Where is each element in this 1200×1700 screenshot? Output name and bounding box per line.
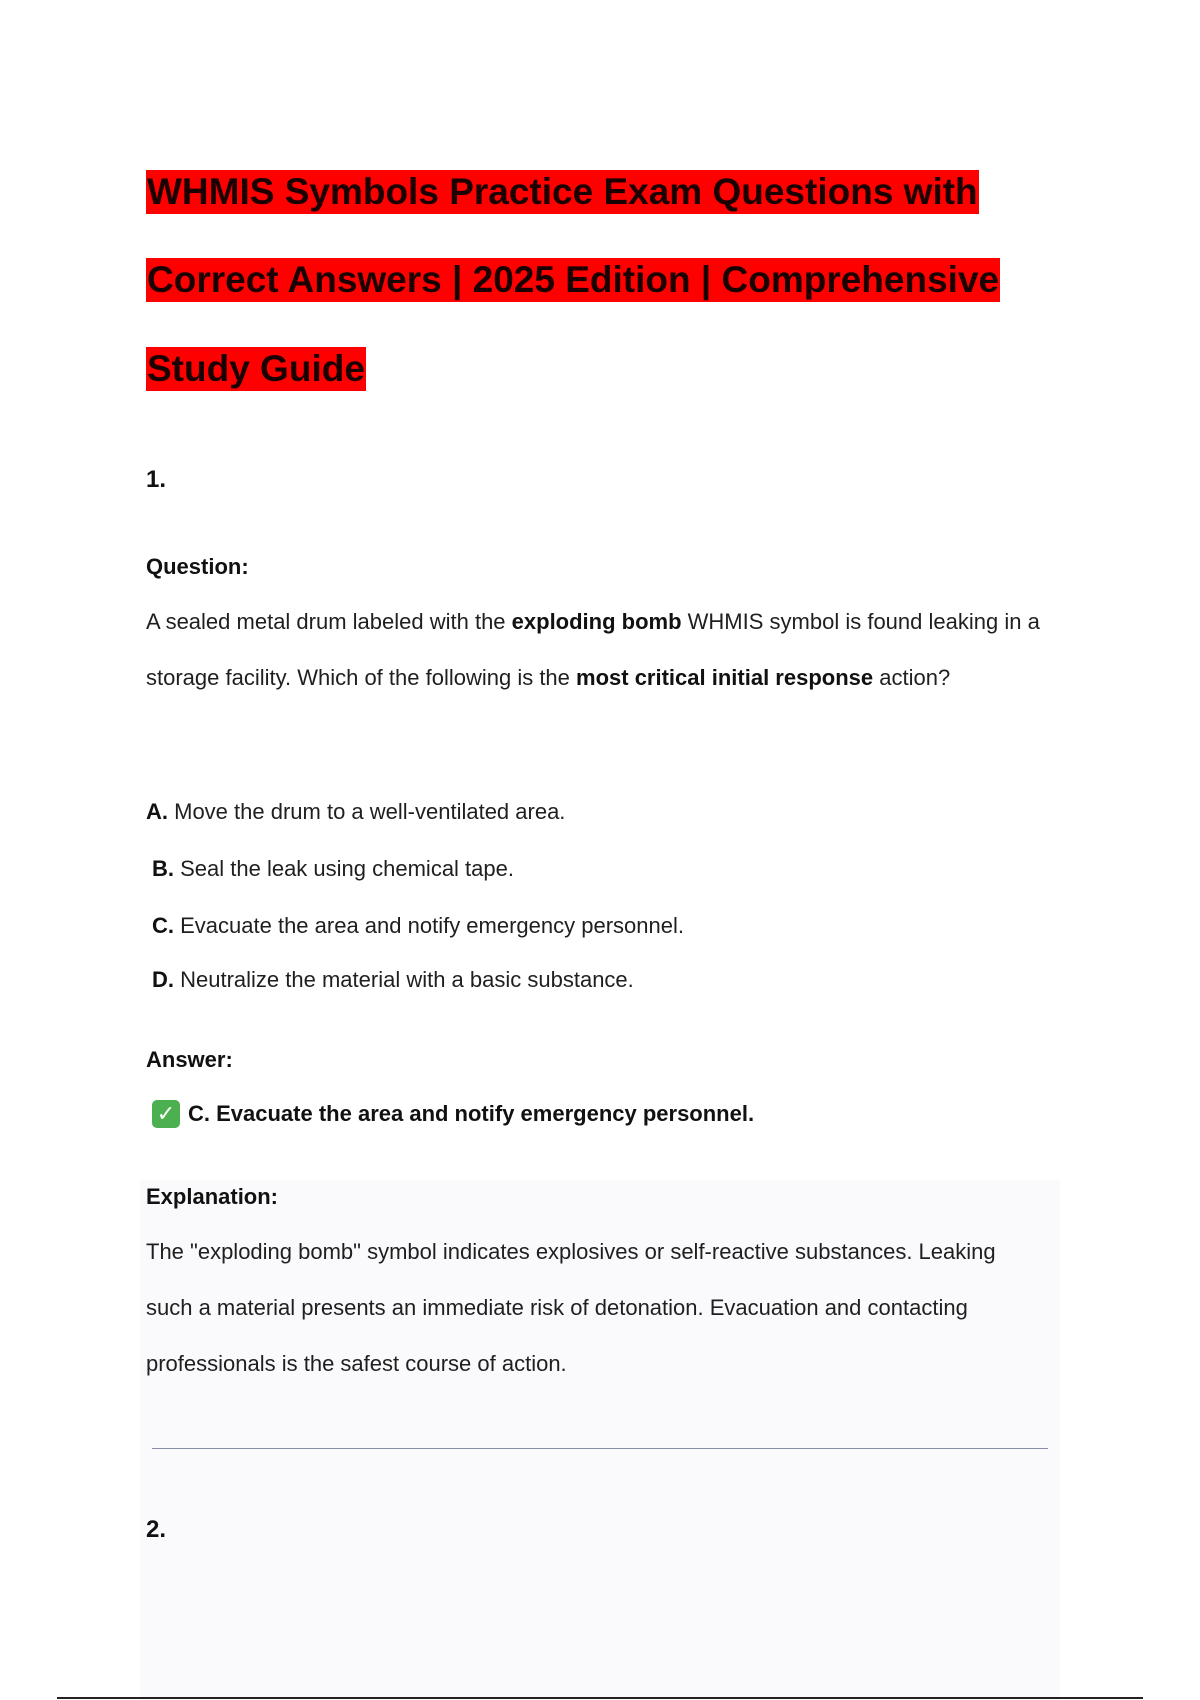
title-line-1: WHMIS Symbols Practice Exam Questions with: [147, 171, 978, 212]
explanation-label: Explanation:: [146, 1184, 279, 1209]
option-d: D. Neutralize the material with a basic substance.: [152, 967, 634, 992]
answer: [152, 1100, 754, 1128]
title-line-2: Correct Answers | 2025 Edition | Comprehensive: [147, 259, 1000, 300]
question-2-number: 2.: [146, 1516, 167, 1543]
option-a: A. Move the drum to a well-ventilated area.: [146, 799, 566, 824]
question-label: Question:: [146, 554, 249, 579]
option-b: B. Seal the leak using chemical tape.: [152, 856, 514, 881]
answer-label: Answer:: [146, 1047, 233, 1072]
answer-text: C. Evacuate the area and notify emergency personnel.: [188, 1101, 755, 1126]
question-text: A sealed metal drum labeled with the exploding bomb WHMIS symbol is found leaking in a storage facility. Which of the following is the most critical initial response action?: [146, 609, 1040, 690]
explanation-text: The "exploding bomb" symbol indicates explosives or self-reactive substances. Leaking such a material presents an immediate risk of detonation. Evacuation and contacting professionals is the safest course of action.: [146, 1239, 996, 1376]
page-bottom-rule: [57, 1697, 1143, 1699]
check-mark-icon: ✓: [152, 1100, 180, 1128]
title-line-3: Study Guide: [147, 348, 365, 389]
section-divider: [152, 1448, 1048, 1449]
option-c: C. Evacuate the area and notify emergency personnel.: [152, 913, 684, 938]
question-1-number: 1.: [146, 466, 167, 493]
